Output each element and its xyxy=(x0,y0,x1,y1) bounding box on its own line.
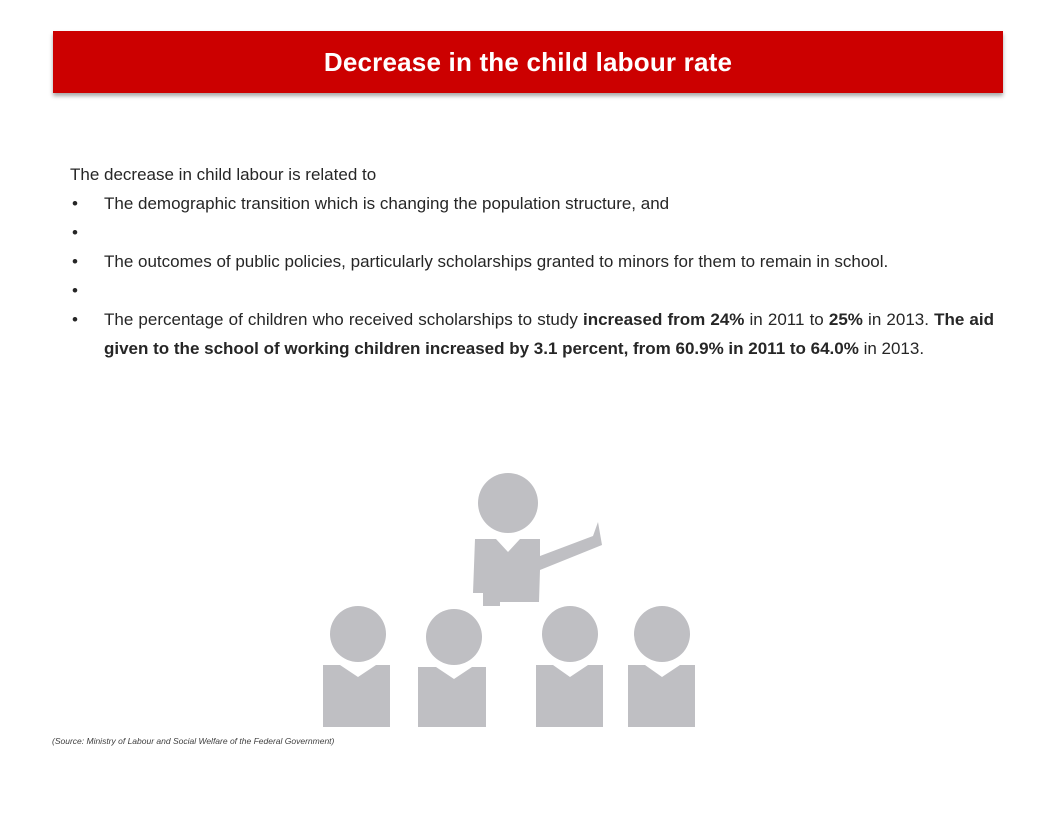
bullet-demographic: • The demographic transition which is changing the population structure, and xyxy=(70,189,994,218)
page-title: Decrease in the child labour rate xyxy=(323,46,733,77)
student-figure-icon xyxy=(536,606,603,727)
student-figure-icon xyxy=(323,606,390,727)
bullet-spacer xyxy=(70,218,994,247)
content-body xyxy=(70,160,994,363)
bullet-text: in 2013. xyxy=(862,310,935,329)
bullet-spacer xyxy=(70,276,994,305)
intro-text: The decrease in child labour is related to xyxy=(70,165,377,184)
teacher-figure-icon xyxy=(473,473,602,606)
bullet-list xyxy=(70,189,994,363)
student-figure-icon xyxy=(418,609,486,727)
bullet-public-policies: • The outcomes of public policies, particularly scholarships granted to minors for them to remain in school. xyxy=(70,247,994,276)
bullet-bold-text: increased from 24% xyxy=(582,310,745,329)
bullet-scholarship-percentage xyxy=(70,305,994,363)
teacher-students-icon xyxy=(318,470,698,732)
bullet-bold-text: 25% xyxy=(828,310,863,329)
bullet-text: in 2013. xyxy=(858,339,925,358)
title-bar xyxy=(53,31,1003,93)
source-note: (Source: Ministry of Labour and Social Welfare of the Federal Government) xyxy=(52,736,335,746)
bullet-text: The percentage of children who received scholarships to study xyxy=(104,310,583,329)
student-figure-icon xyxy=(628,606,695,727)
bullet-text: in 2011 to xyxy=(744,310,829,329)
bullet-bold-text: The aid given to the school of working children increased by 3.1 percent, from 60.9% in 2011 to 64.0% xyxy=(104,310,994,358)
